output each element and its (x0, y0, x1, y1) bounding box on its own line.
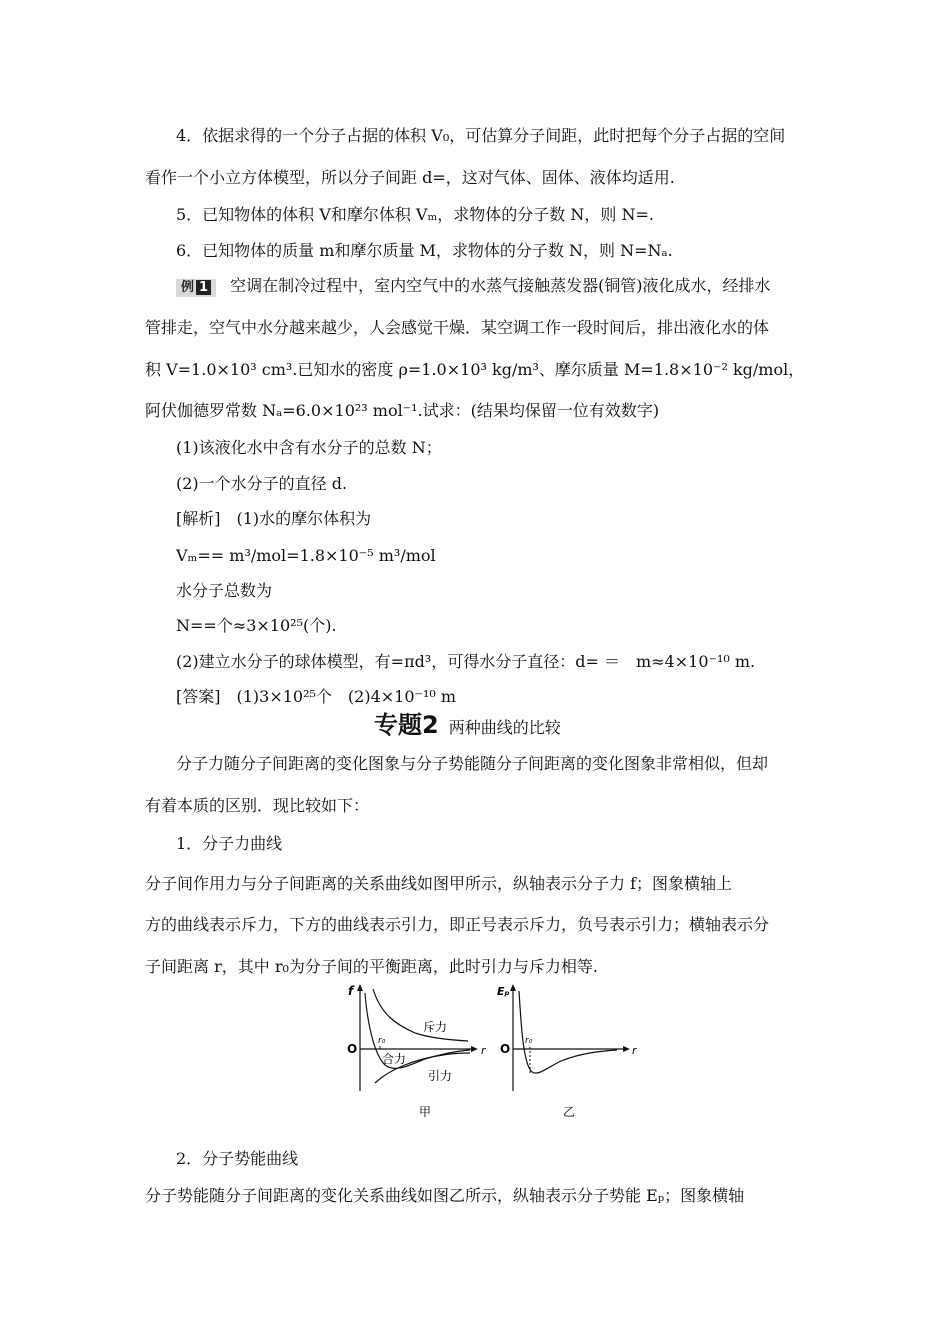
text-line: N==个≈3×10²⁵(个). (176, 616, 337, 635)
text-line: 阿伏伽德罗常数 Nₐ=6.0×10²³ mol⁻¹.试求：(结果均保留一位有效数字) (145, 401, 660, 420)
text-line: 分子势能随分子间距离的变化关系曲线如图乙所示，纵轴表示分子势能 Eₚ；图象横轴 (145, 1186, 745, 1205)
origin-label: O (347, 1042, 358, 1056)
text-line: [答案] (1)3×10²⁵个 (2)4×10⁻¹⁰ m (176, 687, 457, 706)
text-line: (1)该液化水中含有水分子的总数 N； (176, 438, 442, 457)
resultant-curve (365, 993, 470, 1068)
caption-right: 乙 (563, 1105, 576, 1119)
x-axis-label: r (632, 1044, 637, 1057)
text-line: 分子力随分子间距离的变化图象与分子势能随分子间距离的变化图象非常相似，但却 (176, 754, 769, 773)
text-line: 1．分子力曲线 (176, 834, 283, 853)
text-line: 有着本质的区别．现比较如下： (145, 796, 370, 815)
text-line: (2)一个水分子的直径 d. (176, 474, 348, 493)
text-line: 2．分子势能曲线 (176, 1149, 299, 1168)
force-graph (347, 984, 487, 1119)
text-line: 5．已知物体的体积 V和摩尔体积 Vₘ，求物体的分子数 N，则 N=. (176, 205, 654, 224)
potential-graph (497, 984, 638, 1119)
x-axis-label: r (481, 1044, 486, 1057)
x-axis-arrow (623, 1046, 630, 1052)
potential-curve (519, 991, 617, 1073)
attraction-label: 引力 (428, 1069, 453, 1083)
text-line: 分子间作用力与分子间距离的关系曲线如图甲所示，纵轴表示分子力 f；图象横轴上 (145, 874, 733, 893)
r0-label: r₀ (378, 1036, 386, 1046)
text-line: 积 V=1.0×10³ cm³.已知水的密度 ρ=1.0×10³ kg/m³、摩尔质量 M=1.8×10⁻² kg/mol， (145, 360, 805, 379)
y-axis-label: Eₚ (497, 985, 510, 998)
y-axis-arrow (510, 984, 516, 991)
origin-label: O (500, 1042, 511, 1056)
text-line: Vₘ== m³/mol=1.8×10⁻⁵ m³/mol (176, 546, 436, 565)
text-line: 6．已知物体的质量 m和摩尔质量 M，求物体的分子数 N，则 N=Nₐ. (176, 241, 673, 260)
y-axis-arrow (357, 984, 363, 991)
text-line: 4．依据求得的一个分子占据的体积 V₀，可估算分子间距，此时把每个分子占据的空间 (176, 126, 786, 145)
resultant-label: 合力 (382, 1052, 407, 1066)
molecular-curves-figure (335, 983, 645, 1123)
caption-left: 甲 (419, 1105, 432, 1119)
repulsion-curve (373, 989, 468, 1041)
text-line: 水分子总数为 (176, 581, 273, 600)
repulsion-label: 斥力 (423, 1020, 448, 1034)
text-line: 管排走，空气中水分越来越少，人会感觉干燥．某空调工作一段时间后，排出液化水的体 (145, 318, 770, 337)
x-axis-arrow (471, 1046, 478, 1052)
section-heading: 专题2 两种曲线的比较 (374, 711, 561, 739)
text-line: 子间距离 r，其中 r₀为分子间的平衡距离，此时引力与斥力相等. (145, 957, 598, 976)
example-line (176, 275, 771, 297)
text-line: [解析] (1)水的摩尔体积为 (176, 509, 372, 528)
text-line: 看作一个小立方体模型，所以分子间距 d=，这对气体、固体、液体均适用. (145, 168, 675, 187)
text-line: 方的曲线表示斥力，下方的曲线表示引力，即正号表示斥力，负号表示引力；横轴表示分 (145, 915, 770, 934)
y-axis-label: f (348, 984, 354, 998)
example-badge: 例 1 (176, 279, 216, 297)
text-line: (2)建立水分子的球体模型，有=πd³，可得水分子直径：d= ＝ m≈4×10⁻¹⁰ m. (176, 652, 756, 671)
r0-label: r₀ (525, 1036, 533, 1046)
text-line: 空调在制冷过程中，室内空气中的水蒸气接触蒸发器(铜管)液化成水，经排水 (230, 276, 771, 295)
